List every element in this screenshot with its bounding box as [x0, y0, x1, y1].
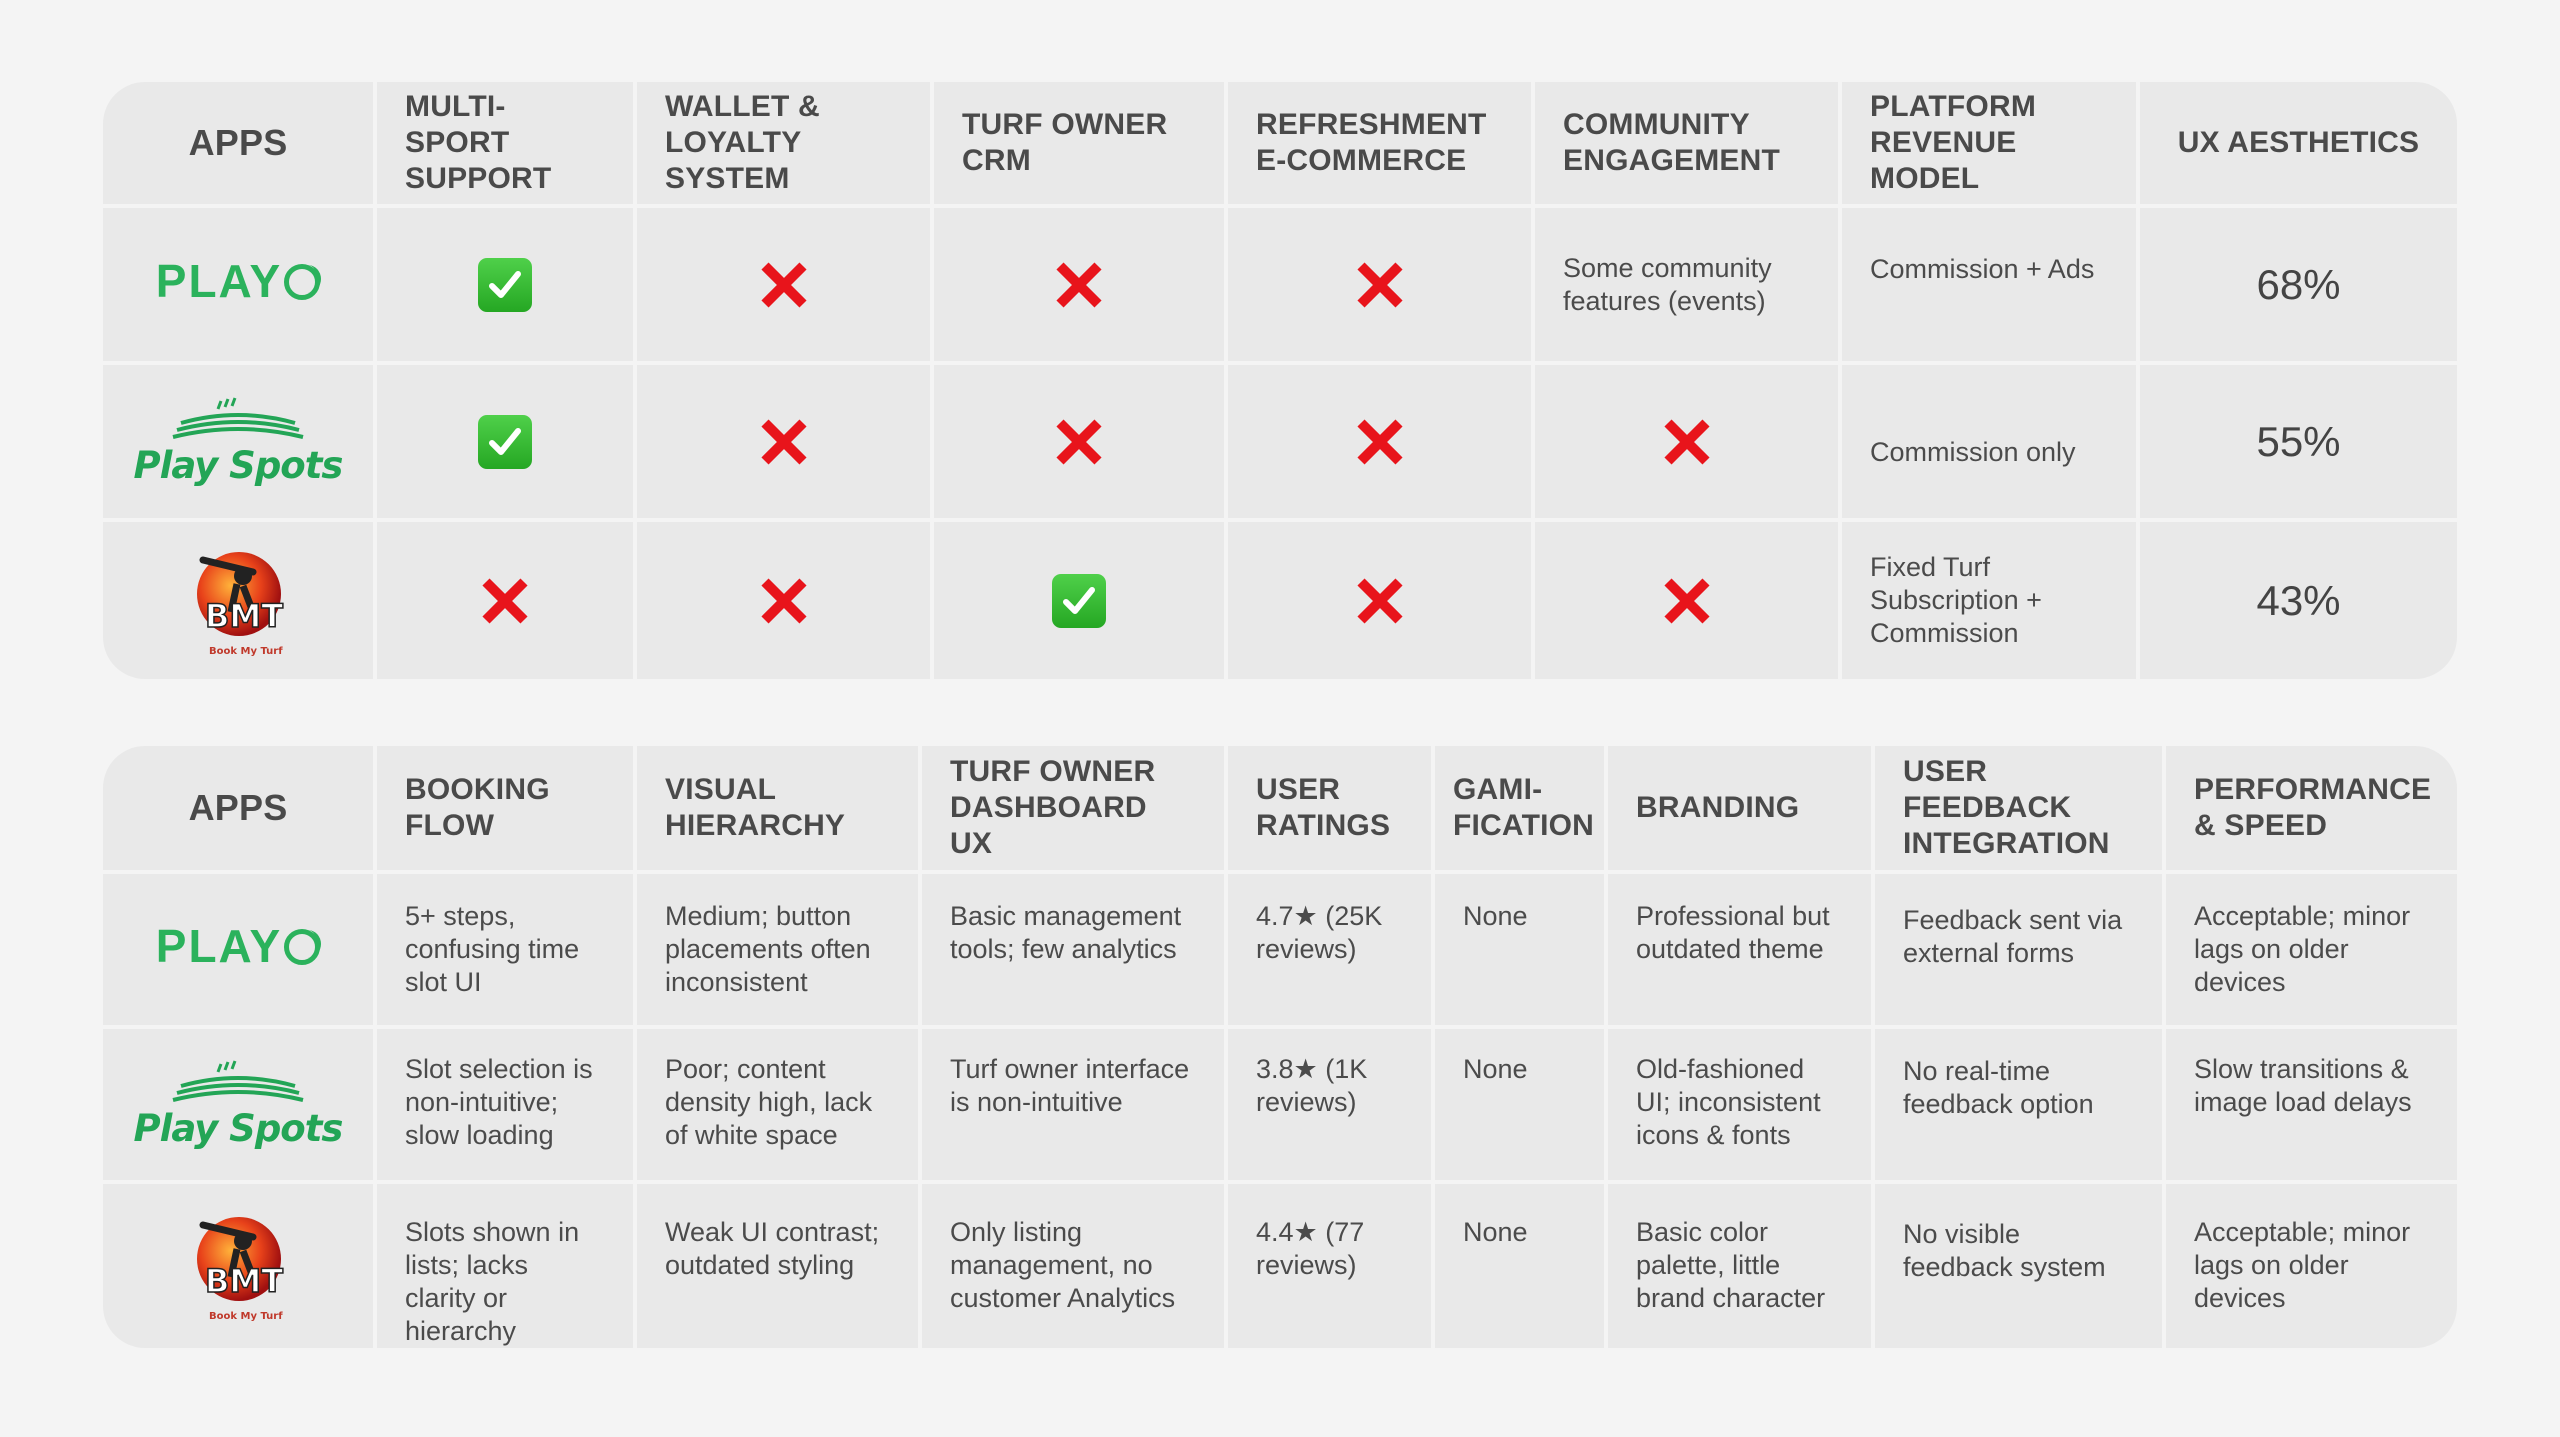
cell-mark — [637, 208, 934, 365]
cell-branding: Professional but outdated theme — [1608, 874, 1875, 1029]
header-feedback: USER FEEDBACK INTEGRATION — [1875, 746, 2166, 874]
stadium-icon — [163, 1060, 313, 1108]
cell-mark — [637, 365, 934, 522]
table-row — [103, 1029, 2457, 1184]
cross-icon — [1660, 415, 1714, 469]
cell-dashboard: Only listing management, no customer Analytics — [922, 1184, 1228, 1348]
cell-mark — [934, 208, 1228, 365]
ball-icon — [284, 264, 320, 300]
cell-revenue: Commission + Ads — [1842, 208, 2140, 365]
header-community: COMMUNITY ENGAGEMENT — [1535, 82, 1842, 208]
header-performance: PERFORMANCE & SPEED — [2166, 746, 2457, 874]
header-dashboard-ux: TURF OWNER DASHBOARD UX — [922, 746, 1228, 874]
header-wallet: WALLET & LOYALTY SYSTEM — [637, 82, 934, 208]
table-row — [103, 208, 2457, 365]
cell-ratings: 4.7★ (25K reviews) — [1228, 874, 1435, 1029]
cell-ux-score: 68% — [2140, 208, 2457, 365]
cross-icon — [478, 574, 532, 628]
cell-visual: Poor; content density high, lack of white space — [637, 1029, 922, 1184]
header-visual-hierarchy: VISUAL HIERARCHY — [637, 746, 922, 874]
header-crm: TURF OWNER CRM — [934, 82, 1228, 208]
cell-ratings: 4.4★ (77 reviews) — [1228, 1184, 1435, 1348]
cell-mark — [1535, 522, 1842, 679]
cell-mark — [1535, 365, 1842, 522]
cell-ux-score: 43% — [2140, 522, 2457, 679]
cell-branding: Basic color palette, little brand character — [1608, 1184, 1875, 1348]
cell-feedback: Feedback sent via external forms — [1875, 874, 2166, 1029]
cell-mark — [1228, 208, 1535, 365]
cell-community: Some community features (events) — [1535, 208, 1842, 365]
cell-gamification: None — [1435, 1029, 1608, 1184]
check-icon — [1052, 574, 1106, 628]
cell-visual: Weak UI contrast; outdated styling — [637, 1184, 922, 1348]
cell-mark — [377, 208, 637, 365]
header-user-ratings: USER RATINGS — [1228, 746, 1435, 874]
cell-branding: Old-fashioned UI; inconsistent icons & fonts — [1608, 1029, 1875, 1184]
cell-ratings: 3.8★ (1K reviews) — [1228, 1029, 1435, 1184]
cell-booking: Slot selection is non-intuitive; slow loading — [377, 1029, 637, 1184]
header-revenue: PLATFORM REVENUE MODEL — [1842, 82, 2140, 208]
header-multi-sport: MULTI-SPORT SUPPORT — [377, 82, 637, 208]
check-icon — [478, 415, 532, 469]
table-row — [103, 874, 2457, 1029]
cell-mark — [637, 522, 934, 679]
cell-gamification: None — [1435, 874, 1608, 1029]
playo-logo: PLAY — [103, 208, 377, 365]
cell-mark — [377, 522, 637, 679]
feature-comparison-table — [103, 82, 2457, 679]
header-ux: UX AESTHETICS — [2140, 82, 2457, 208]
table-header-row — [103, 82, 2457, 208]
cell-mark — [1228, 522, 1535, 679]
header-branding: BRANDING — [1608, 746, 1875, 874]
ux-comparison-table — [103, 746, 2457, 1348]
cell-revenue: Commission only — [1842, 365, 2140, 522]
cross-icon — [1660, 574, 1714, 628]
cell-performance: Acceptable; minor lags on older devices — [2166, 1184, 2457, 1348]
ball-icon — [284, 929, 320, 965]
header-booking-flow: BOOKING FLOW — [377, 746, 637, 874]
header-gamification: GAMI- FICATION — [1435, 746, 1608, 874]
playo-logo: PLAY — [103, 874, 377, 1029]
cross-icon — [1052, 258, 1106, 312]
cell-mark — [377, 365, 637, 522]
cell-performance: Acceptable; minor lags on older devices — [2166, 874, 2457, 1029]
bmt-logo: BMT Book My Turf — [103, 1184, 377, 1348]
header-apps: APPS — [103, 746, 377, 874]
cell-mark — [934, 522, 1228, 679]
cell-visual: Medium; button placements often inconsistent — [637, 874, 922, 1029]
playspots-logo: Play Spots — [103, 365, 377, 522]
playspots-logo: Play Spots — [103, 1029, 377, 1184]
table-row — [103, 522, 2457, 679]
cell-feedback: No real-time feedback option — [1875, 1029, 2166, 1184]
check-icon — [478, 258, 532, 312]
header-ecommerce: REFRESHMENT E-COMMERCE — [1228, 82, 1535, 208]
cell-booking: Slots shown in lists; lacks clarity or hierarchy — [377, 1184, 637, 1348]
cell-ux-score: 55% — [2140, 365, 2457, 522]
cell-mark — [934, 365, 1228, 522]
cross-icon — [1353, 415, 1407, 469]
cell-gamification: None — [1435, 1184, 1608, 1348]
cell-dashboard: Turf owner interface is non-intuitive — [922, 1029, 1228, 1184]
cross-icon — [1052, 415, 1106, 469]
cell-feedback: No visible feedback system — [1875, 1184, 2166, 1348]
bmt-logo: BMT Book My Turf — [103, 522, 377, 679]
cell-revenue: Fixed Turf Subscription + Commission — [1842, 522, 2140, 679]
cross-icon — [757, 574, 811, 628]
cross-icon — [757, 415, 811, 469]
table-row — [103, 365, 2457, 522]
cross-icon — [1353, 574, 1407, 628]
stadium-icon — [163, 397, 313, 445]
cell-performance: Slow transitions & image load delays — [2166, 1029, 2457, 1184]
cell-booking: 5+ steps, confusing time slot UI — [377, 874, 637, 1029]
cell-mark — [1228, 365, 1535, 522]
table-header-row — [103, 746, 2457, 874]
table-row — [103, 1184, 2457, 1348]
header-apps: APPS — [103, 82, 377, 208]
cross-icon — [757, 258, 811, 312]
cell-dashboard: Basic management tools; few analytics — [922, 874, 1228, 1029]
cross-icon — [1353, 258, 1407, 312]
